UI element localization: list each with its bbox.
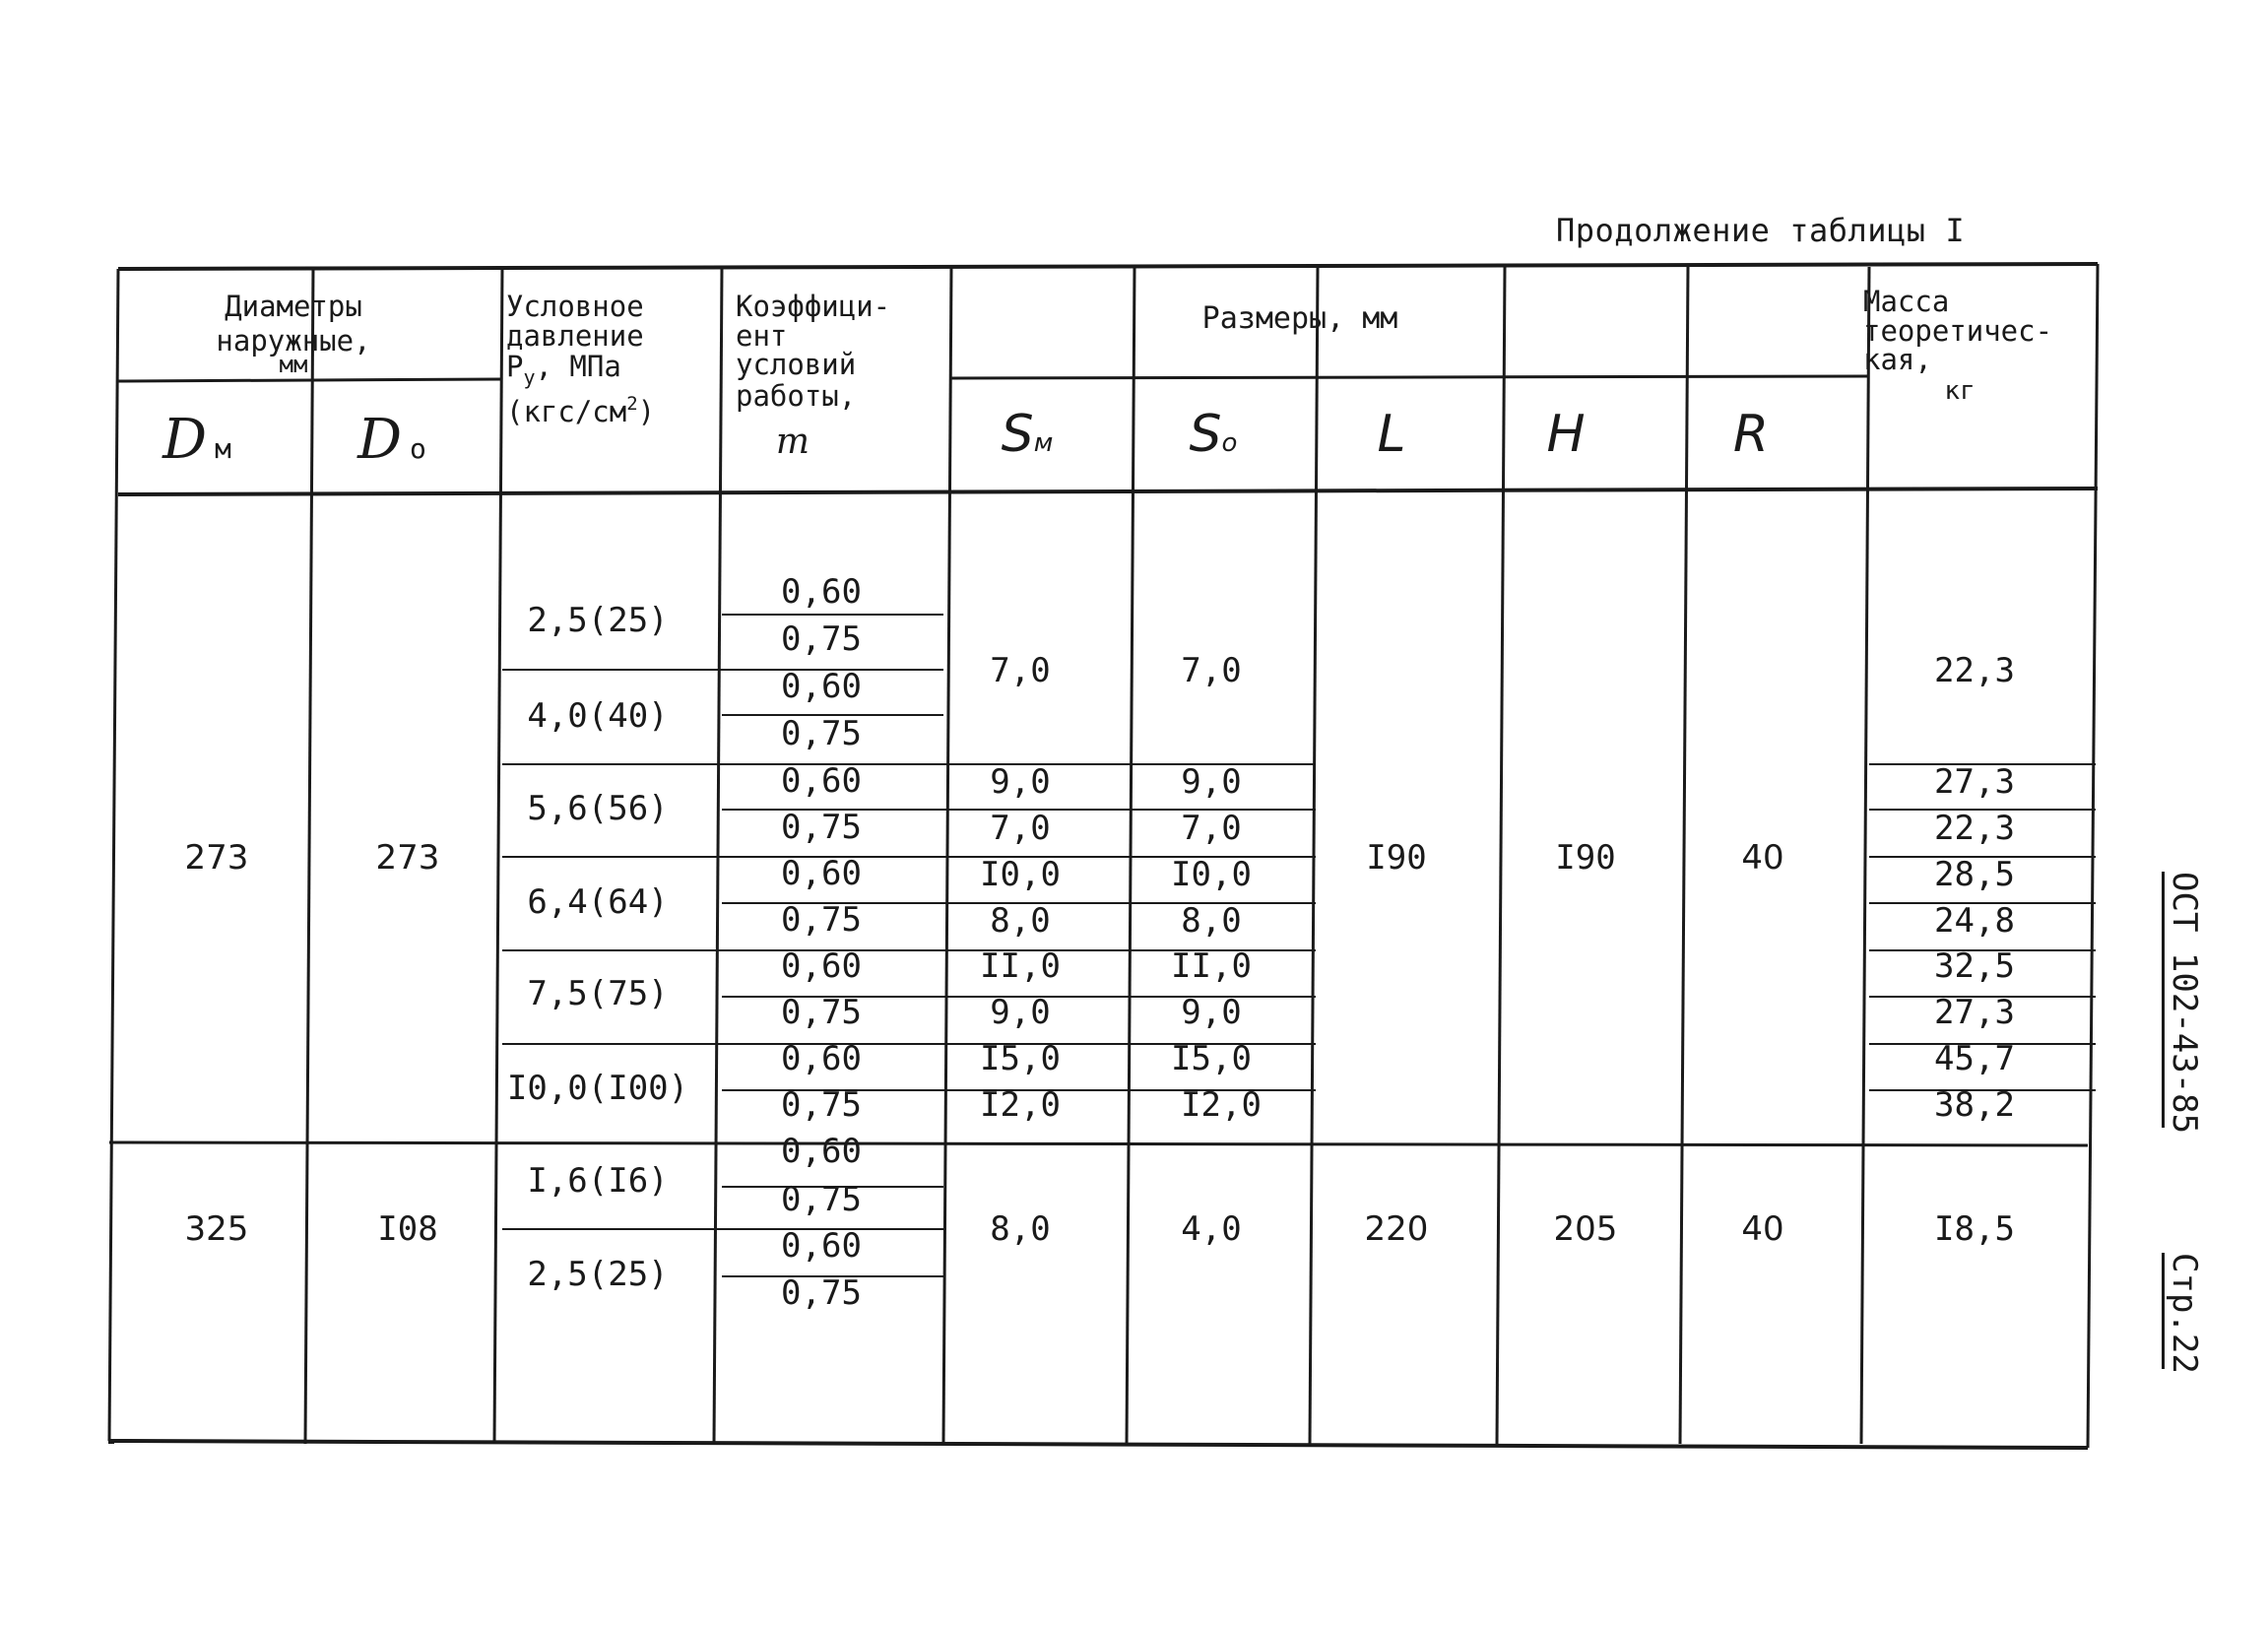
g1-so-1: 7,0: [1181, 651, 1242, 690]
header-pressure-line4: [506, 393, 655, 428]
col-line-8: [1680, 267, 1688, 1444]
frame-left: [109, 269, 118, 1441]
header-coef-line1: Коэффици-: [736, 290, 891, 323]
header-diam-split: [118, 379, 502, 381]
header-dm-sub: м: [215, 432, 231, 465]
g1-coef-10: 0,75: [781, 993, 862, 1032]
g1-sm-5: 8,0: [990, 901, 1051, 941]
header-l: L: [1377, 405, 1406, 464]
g1-pressure-2: 4,0(40): [527, 696, 669, 736]
g1-h: I90: [1555, 838, 1616, 878]
g2-do: I08: [377, 1209, 438, 1249]
g1-sm-3: 7,0: [990, 809, 1051, 848]
header-pressure-sup-2: 2: [626, 393, 638, 415]
g1-so-4: I0,0: [1171, 855, 1252, 894]
header-sm-sub: м: [1033, 428, 1054, 458]
g1-coef-12: 0,75: [781, 1085, 862, 1125]
g2-pressure-2: 2,5(25): [527, 1255, 669, 1294]
col-line-6: [1310, 267, 1318, 1444]
header-mass-line2: теоретичес-: [1863, 314, 2053, 348]
g1-so-9: I2,0: [1181, 1085, 1262, 1125]
frame-bottom: [109, 1441, 2088, 1448]
col-line-7: [1497, 267, 1505, 1444]
g1-sm-1: 7,0: [990, 651, 1051, 690]
g1-sm-7: 9,0: [990, 993, 1051, 1032]
g1-coef-7: 0,60: [781, 854, 862, 893]
g1-so-3: 7,0: [1181, 809, 1242, 848]
g1-so-7: 9,0: [1181, 993, 1242, 1032]
g2-coef-1: 0,60: [781, 1132, 862, 1171]
g1-mass-8: 45,7: [1934, 1039, 2015, 1078]
header-mass-unit: кг: [1944, 376, 1976, 406]
scan-mark: [108, 1441, 114, 1444]
header-dm-main: D: [162, 408, 208, 472]
g1-mass-9: 38,2: [1934, 1085, 2015, 1125]
g1-sm-9: I2,0: [980, 1085, 1061, 1125]
header-so: [1190, 405, 1238, 464]
col-line-1: [305, 267, 313, 1444]
side-doc-code: ОСТ 102-43-85: [2162, 872, 2204, 1128]
header-mass-line1: Масса: [1863, 285, 1950, 318]
header-pressure-line3: [506, 350, 621, 389]
g1-pressure-4: 6,4(64): [527, 882, 669, 922]
g1-sm-6: II,0: [980, 946, 1061, 986]
header-diam-line3: мм: [279, 351, 308, 378]
g1-mass-1: 22,3: [1934, 651, 2015, 690]
g2-pressure-1: I,6(I6): [527, 1161, 669, 1201]
col-line-2: [494, 267, 502, 1444]
g2-coef-2: 0,75: [781, 1180, 862, 1219]
g1-coef-2: 0,75: [781, 619, 862, 659]
g2-coef-3: 0,60: [781, 1226, 862, 1266]
header-pressure-kgf: (кгс/см: [506, 395, 627, 428]
g1-pressure-6: I0,0(I00): [506, 1069, 689, 1108]
table-caption: Продолжение таблицы I: [1556, 212, 1966, 249]
g1-coef-9: 0,60: [781, 946, 862, 986]
g1-dm: 273: [184, 838, 249, 878]
header-sizes-group: Размеры, мм: [1201, 301, 1398, 336]
g1-coef-5: 0,60: [781, 761, 862, 801]
g2-mass-1: I8,5: [1934, 1209, 2015, 1249]
g1-coef-1: 0,60: [781, 572, 862, 612]
g1-mass-7: 27,3: [1934, 993, 2015, 1032]
header-coef-line2: ент: [736, 319, 788, 353]
g1-so-5: 8,0: [1181, 901, 1242, 941]
header-pressure-sub-y: у: [523, 365, 536, 389]
g2-dm: 325: [184, 1209, 249, 1249]
header-h: H: [1546, 405, 1586, 464]
g1-coef-11: 0,60: [781, 1039, 862, 1078]
g1-pressure-5: 7,5(75): [527, 974, 669, 1013]
col-line-3: [714, 267, 722, 1444]
g1-mass-5: 24,8: [1934, 901, 2015, 941]
g1-r: 40: [1741, 838, 1784, 878]
g1-coef-8: 0,75: [781, 900, 862, 940]
g1-so-6: II,0: [1171, 946, 1252, 986]
header-sm-main: S: [1001, 405, 1034, 464]
g1-mass-3: 22,3: [1934, 809, 2015, 848]
side-page-number: Стр.22: [2162, 1253, 2204, 1369]
header-bottom: [118, 488, 2098, 494]
header-do-sub: о: [410, 432, 426, 465]
g1-so-8: I5,0: [1171, 1039, 1252, 1078]
col-line-9: [1861, 267, 1869, 1444]
header-pressure-close: ): [637, 395, 656, 428]
g2-l: 220: [1364, 1209, 1429, 1249]
header-r: R: [1732, 405, 1770, 464]
g1-mass-6: 32,5: [1934, 946, 2015, 986]
g1-coef-4: 0,75: [781, 714, 862, 753]
g2-coef-4: 0,75: [781, 1273, 862, 1313]
col-line-5: [1127, 267, 1134, 1444]
header-so-sub: о: [1221, 428, 1238, 458]
group-divider: [109, 1142, 2088, 1145]
col-line-4: [943, 267, 951, 1444]
g2-h: 205: [1553, 1209, 1618, 1249]
header-pressure-unit: , МПа: [535, 350, 621, 383]
g1-sm-4: I0,0: [980, 855, 1061, 894]
header-so-main: S: [1189, 405, 1222, 464]
header-mass-line3: кая,: [1863, 343, 1932, 376]
g1-pressure-3: 5,6(56): [527, 789, 669, 828]
g2-sm-1: 8,0: [990, 1209, 1051, 1249]
g2-r: 40: [1741, 1209, 1784, 1249]
frame-top: [118, 264, 2098, 269]
g1-mass-2: 27,3: [1934, 762, 2015, 802]
header-dm: [162, 408, 231, 472]
g2-so-1: 4,0: [1181, 1209, 1242, 1249]
header-sizes-split: [951, 376, 1869, 378]
header-sm: [1002, 405, 1054, 464]
header-coef-line4: работы,: [736, 379, 857, 413]
g1-l: I90: [1366, 838, 1427, 878]
header-diam-line1: Диаметры: [225, 290, 362, 323]
header-do-main: D: [357, 408, 403, 472]
g1-coef-6: 0,75: [781, 808, 862, 847]
header-coef-symbol-m: m: [775, 422, 810, 462]
header-pressure-line2: давление: [506, 319, 644, 353]
g1-do: 273: [375, 838, 440, 878]
g1-mass-4: 28,5: [1934, 855, 2015, 894]
header-coef-line3: условий: [736, 348, 857, 381]
g1-coef-3: 0,60: [781, 667, 862, 706]
g1-sm-2: 9,0: [990, 762, 1051, 802]
header-pressure-line1: Условное: [506, 290, 644, 323]
header-do: [356, 408, 426, 472]
header-diam-line2: наружные,: [216, 324, 371, 358]
g1-pressure-1: 2,5(25): [527, 601, 669, 640]
g1-so-2: 9,0: [1181, 762, 1242, 802]
g1-sm-8: I5,0: [980, 1039, 1061, 1078]
header-pressure-p: Р: [506, 350, 524, 383]
